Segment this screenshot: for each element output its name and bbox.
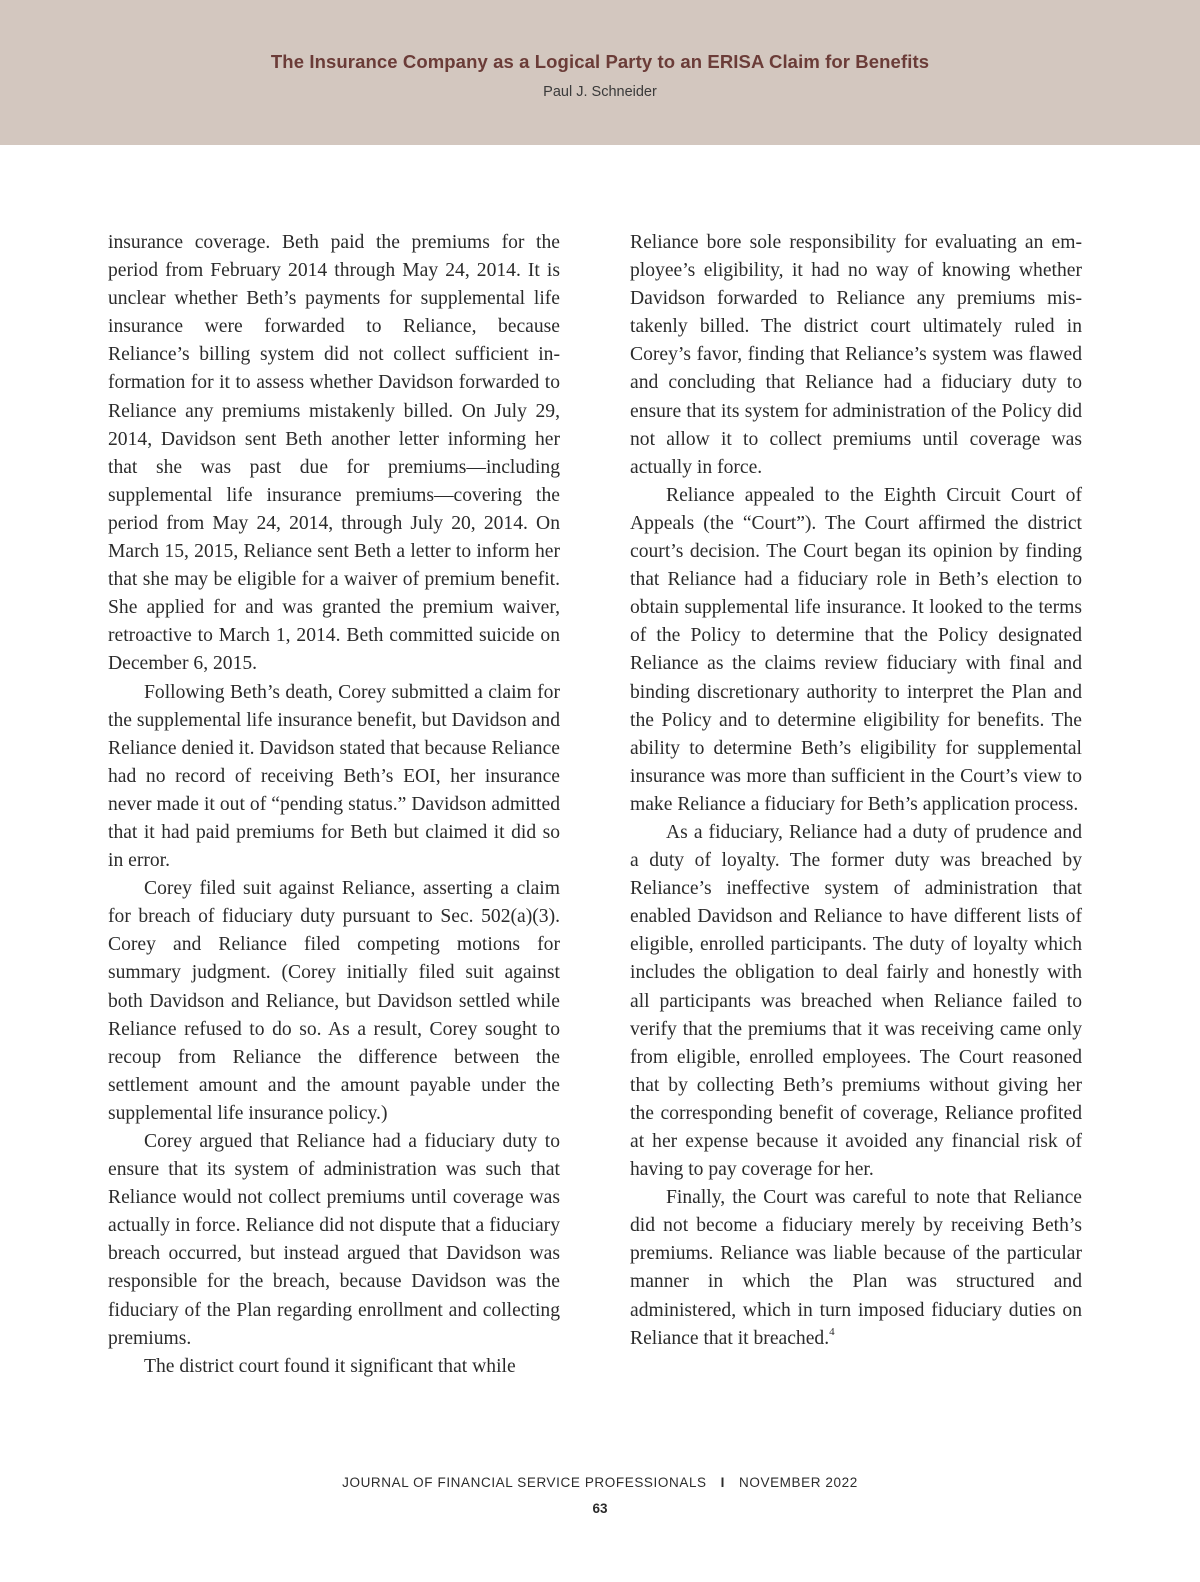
right-paragraph-2: Reliance appealed to the Eighth Circuit Court of Appeals (the “Court”). The Court affirmed the district court’s decision. The Court began its opinion by finding that Reliance had a fiduciary role in Beth’s election to obtain supplemental life insurance. It looked to the terms of the Policy to determine that the Policy designated Reliance as the claims review fiduciary with final and binding discretionary authority to interpret the Plan and the Policy and to determine eligibility for benefits. The ability to determine Beth’s eligibility for supplemental insurance was more than sufficient in the Court’s view to make Reliance a fiduciary for Beth’s application process. <box>630 484 1082 815</box>
left-paragraph-5: The district court found it significant that while <box>144 1355 516 1377</box>
left-paragraph-1: insurance coverage. Beth paid the premiums for the period from February 2014 through May 24, 2014. It is unclear whether Beth’s payments for supplemental life insurance were forwarded to Reliance, because Reliance’s billing system did not collect sufficient information for it to assess whether Davidson forwarded to Reliance any premiums mistakenly billed. On July 29, 2014, Davidson sent Beth another letter informing her that she was past due for premiums—including supplemental life insurance premiums—covering the period from May 24, 2014, through July 20, 2014. On March 15, 2015, Reliance sent Beth a letter to inform her that she may be eligible for a waiver of premium benefit. She applied for and was granted the premium waiver, retroactive to March 1, 2014. Beth committed suicide on December 6, 2015. <box>108 232 560 675</box>
left-paragraph-3: Corey filed suit against Reliance, asserting a claim for breach of fiduciary duty pursuant to Sec. 502(a)(3). Corey and Reliance filed competing motions for summary judgment. (Corey initially filed suit against both Davidson and Reliance, but Davidson settled while Reliance refused to do so. As a result, Corey sought to recoup from Reliance the difference between the settlement amount and the amount payable under the supplemental life insurance policy.) <box>108 878 560 1124</box>
footer-journal-line <box>0 1475 1200 1490</box>
page-number: 63 <box>592 1501 608 1516</box>
right-paragraph-4 <box>630 1184 1082 1353</box>
article-author: Paul J. Schneider <box>543 84 657 100</box>
header-band <box>0 0 1200 145</box>
left-paragraph-2: Following Beth’s death, Corey submitted a claim for the supplemental life insurance benefit, but Davidson and Reliance denied it. Davidson stated that because Reliance had no record of receiving Beth’s EOI, her insurance never made it out of “pending status.” Davidson admitted that it had paid premiums for Beth but claimed it did so in error. <box>108 681 560 872</box>
right-paragraph-3: As a fiduciary, Reliance had a duty of prudence and a duty of loyalty. The former duty was breached by Reliance’s ineffective system of administration that enabled Davidson and Reliance to have different lists of eligible, enrolled participants. The duty of loyalty which includes the obligation to deal fairly and honestly with all participants was breached when Reliance failed to verify that the premiums that it was receiving came only from eligible, enrolled employees. The Court reasoned that by collecting Beth’s premiums without giving her the corresponding benefit of coverage, Reliance profited at her expense because it avoided any financial risk of having to pay coverage for her. <box>630 821 1082 1181</box>
journal-name: JOURNAL OF FINANCIAL SERVICE PROFESSIONALS <box>342 1475 707 1490</box>
article-title: The Insurance Company as a Logical Party to an ERISA Claim for Benefits <box>270 51 930 72</box>
left-paragraph-4: Corey argued that Reliance had a fiduciary duty to ensure that its system of administration was such that Reliance would not collect premiums until coverage was actually in force. Reliance did not dispute that a fiduciary breach occurred, but instead argued that Davidson was responsible for the breach, because Davidson was the fiduciary of the Plan regarding enrollment and collecting premiums. <box>108 1131 560 1349</box>
footnote-reference[interactable]: 4 <box>829 1325 835 1338</box>
footer-separator: I <box>720 1475 726 1490</box>
right-column <box>630 229 1082 1353</box>
right-paragraph-1: Reliance bore sole responsibility for evaluating an employee’s eligibility, it had no way of knowing whether Davidson forwarded to Reliance any premiums mistakenly billed. The district court ultimately ruled in Corey’s favor, finding that Reliance’s system was flawed and concluding that Reliance had a fiduciary duty to ensure that its system for administration of the Policy did not allow it to collect premiums until coverage was actually in force. <box>630 232 1082 478</box>
left-column <box>108 229 560 1381</box>
right-paragraph-4-text: Finally, the Court was careful to note that Reliance did not become a fiduciary merely by receiving Beth’s premiums. Reliance was liable because of the particular manner in which the Plan was structured and administered, which in turn imposed fiduciary duties on Reliance that it breached. <box>630 1187 1082 1349</box>
issue-date: NOVEMBER 2022 <box>739 1475 858 1490</box>
